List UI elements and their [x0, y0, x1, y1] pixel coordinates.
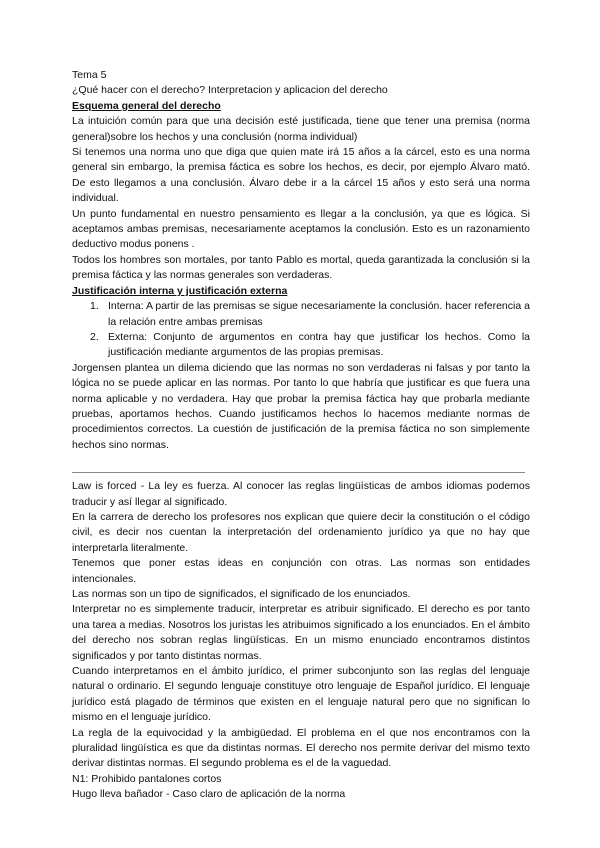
section1-paragraph-1: La intuición común para que una decisión esté justificada, tiene que tener una premisa (norma general)sobre los hechos y una conclusión (norma individual) — [72, 115, 530, 143]
question-heading: ¿Qué hacer con el derecho? Interpretacion y aplicacion del derecho — [72, 84, 388, 97]
section1-paragraph-2: Si tenemos una norma uno que diga que quien mate irá 15 años a la cárcel, esto es una norma general sin embargo, la premisa fáctica es sobre los hechos, es decir, por ejemplo Álvaro mató. De esto llegamos a una conclusión. Álvaro debe ir a la cárcel 15 años y esto será una norma individual. — [72, 146, 530, 205]
section1-title: Esquema general del derecho — [72, 99, 221, 112]
topic-label: Tema 5 — [72, 69, 107, 81]
list-item-number: 1. — [90, 300, 99, 313]
section2-paragraph: Jorgensen plantea un dilema diciendo que las normas no son verdaderas ni falsas y por tanto la lógica no se puede aplicar en las normas. Por tanto lo que habría que justificar es que fuera una norma aplicable y no verdadera. Hay que probar la premisa fáctica hay que probarla mediante pruebas, aportamos hechos. Cuando justificamos hechos lo hacemos mediante normas de procedimientos correctos. La cuestión de justificación de la premisa fáctica no son simplemente hechos sino normas. — [72, 361, 530, 451]
document-page — [72, 68, 530, 803]
divider — [72, 472, 525, 473]
list-item-text: Externa: Conjunto de argumentos en contra hay que justificar los hechos. Como la justificación mediante argumentos de las propias premisas. — [108, 330, 530, 359]
justification-list — [72, 299, 530, 361]
part2-paragraph-3: Tenemos que poner estas ideas en conjunción con otras. Las normas son entidades intencionales. — [72, 557, 530, 585]
part2-paragraph-6: Cuando interpretamos en el ámbito jurídico, el primer subconjunto son las reglas del lenguaje natural o ordinario. El segundo lenguaje constituye otro lenguaje de Español jurídico. El lenguaje jurídico está plagado de términos que existen en el lenguaje natural pero que no significan lo mismo en el lenguaje jurídico. — [72, 665, 530, 724]
part2-paragraph-1: Law is forced - La ley es fuerza. Al conocer las reglas lingüísticas de ambos idiomas podemos traducir y así llegar al significado. — [72, 480, 530, 508]
section1-paragraph-4: Todos los hombres son mortales, por tanto Pablo es mortal, queda garantizada la conclusión si la premisa fáctica y las normas generales son verdaderas. — [72, 253, 530, 282]
part2-paragraph-7: La regla de la equivocidad y la ambigüedad. El problema en el que nos encontramos con la pluralidad lingüística es que da distintas normas. El derecho nos permite derivar del mismo texto derivar distintas normas. El segundo problema es el de la vaguedad. — [72, 726, 530, 770]
list-item — [90, 330, 530, 361]
list-item-number: 2. — [90, 330, 99, 343]
list-item-text: Interna: A partir de las premisas se sigue necesariamente la conclusión. hacer referencia a la relación entre ambas premisas — [108, 300, 530, 328]
part2-paragraph-4: Las normas son un tipo de significados, el significado de los enunciados. — [72, 588, 411, 600]
norm-example: Hugo lleva bañador - Caso claro de aplicación de la norma — [72, 788, 346, 801]
section2-title: Justificación interna y justificación externa — [72, 284, 288, 297]
norm-n1: N1: Prohibido pantalones cortos — [72, 772, 222, 785]
part2-paragraph-5: Interpretar no es simplemente traducir, interpretar es atribuir significado. El derecho es por tanto una tarea a medias. Nosotros los juristas les atribuimos significado a los enunciados. En el ámbito del derecho nos sobran reglas lingüísticas. En un mismo enunciado encontramos distintos significados y por tanto distintas normas. — [72, 603, 530, 662]
section1-paragraph-3: Un punto fundamental en nuestro pensamiento es llegar a la conclusión, ya que es lógica. Si aceptamos ambas premisas, necesariamente aceptamos la conclusión. Esto es un razonamiento deductivo modus ponens . — [72, 207, 530, 251]
part2-paragraph-2: En la carrera de derecho los profesores nos explican que quiere decir la constitución o el código civil, es decir nos cuentan la interpretación del ordenamiento jurídico ya que no hay que interpretarla literalmente. — [72, 510, 530, 554]
list-item — [90, 299, 530, 330]
